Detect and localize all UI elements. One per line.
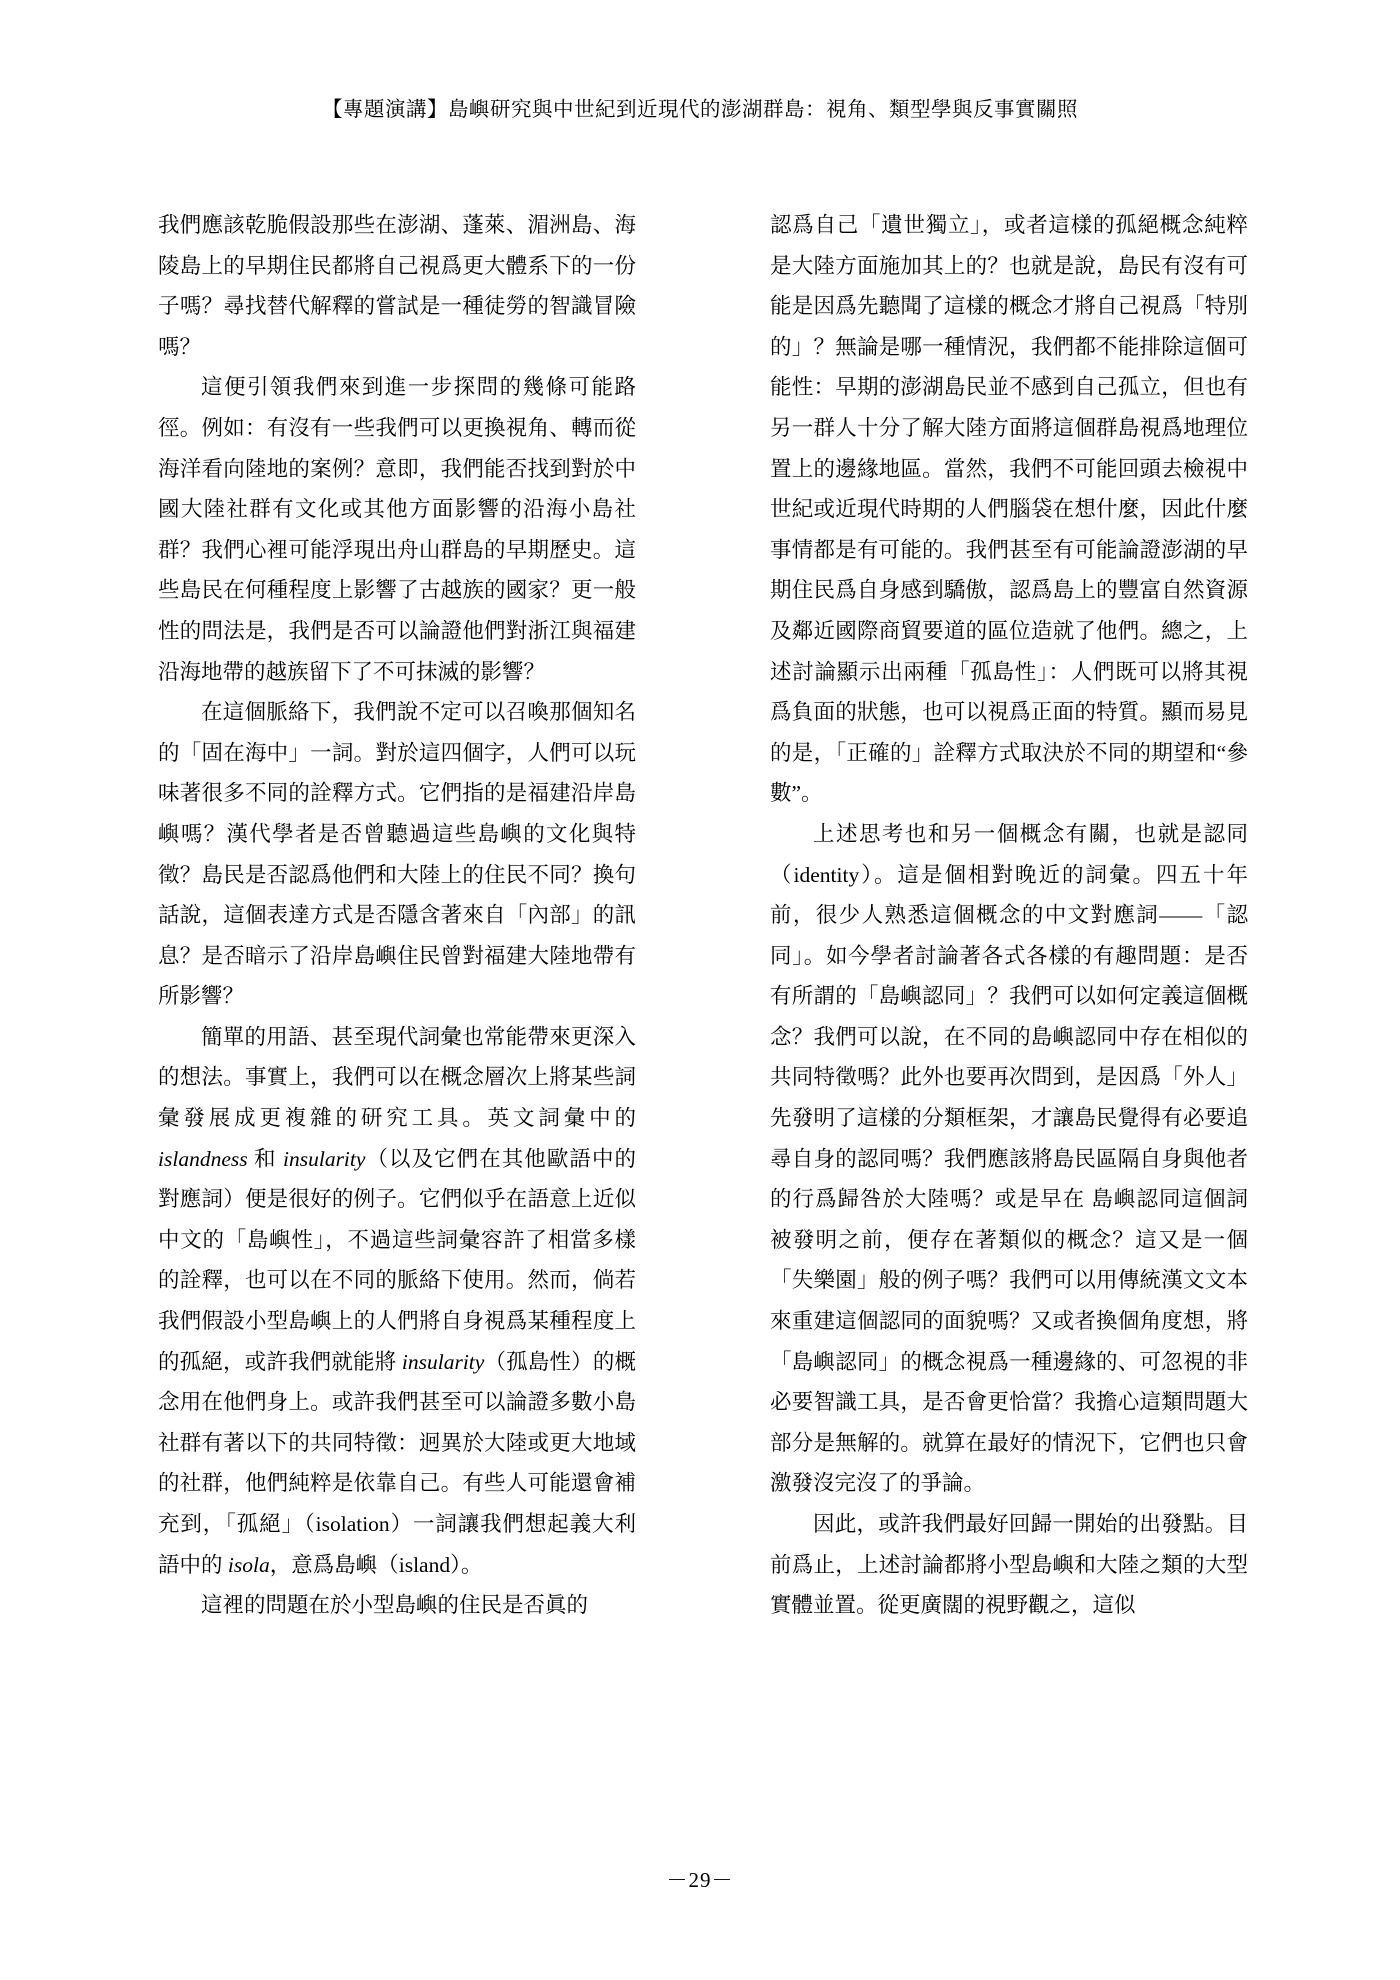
- body-columns: [158, 205, 1248, 1626]
- text-column-right: [770, 205, 1248, 1626]
- paragraph: 因此，或許我們最好回歸一開始的出發點。目前爲止，上述討論都將小型島嶼和大陸之類的大型實體並置。從更廣闊的視野觀之，這似: [770, 1512, 1248, 1618]
- paragraph: 這便引領我們來到進一步探問的幾條可能路徑。例如：有沒有一些我們可以更換視角、轉而從海洋看向陸地的案例？意即，我們能否找到對於中國大陸社群有文化或其他方面影響的沿海小島社群？我們心裡可能浮現出舟山群島的早期歷史。這些島民在何種程度上影響了古越族的國家？更一般性的問法是，我們是否可以論證他們對浙江與福建沿海地帶的越族留下了不可抹滅的影響？: [158, 375, 636, 684]
- paragraph: 這裡的問題在於小型島嶼的住民是否眞的: [201, 1593, 589, 1618]
- paragraph: 上述思考也和另一個概念有關，也就是認同（identity）。這是個相對晚近的詞彙。四五十年前，很少人熟悉這個概念的中文對應詞——「認同」。如今學者討論著各式各樣的有趣問題：是否有所謂的「島嶼認同」？我們可以如何定義這個概念？我們可以說，在不同的島嶼認同中存在相似的共同特徵嗎？此外也要再次問到，是因爲「外人」先發明了這樣的分類框架，才讓島民覺得有必要追尋自身的認同嗎？我們應該將島民區隔自身與他者的行爲歸咎於大陸嗎？或是早在 島嶼認同這個詞被發明之前，便存在著類似的概念？這又是一個「失樂園」般的例子嗎？我們可以用傳統漢文文本來重建這個認同的面貌嗎？又或者換個角度想，將「島嶼認同」的概念視爲一種邊緣的、可忽視的非必要智識工具，是否會更恰當？我擔心這類問題大部分是無解的。就算在最好的情況下，它們也只會激發沒完沒了的爭論。: [770, 821, 1248, 1496]
- latin-word: isolation: [315, 1512, 390, 1536]
- running-head: 【專題演講】島嶼研究與中世紀到近現代的澎湖群島：視角、類型學與反事實關照: [322, 99, 1078, 121]
- latin-term: insularity: [283, 1146, 366, 1171]
- latin-term: isola: [227, 1552, 270, 1577]
- latin-term: islandness: [158, 1146, 248, 1171]
- paragraph: 簡單的用語、甚至現代詞彙也常能帶來更深入的想法。事實上，我們可以在概念層次上將某些詞彙發展成更複雜的研究工具。英文詞彙中的 islandness 和 insularity（以及它們在其他歐語中的對應詞）便是很好的例子。它們似乎在語意上近似中文的「島嶼性」，不過這些詞彙容許了相當多樣的詮釋，也可以在不同的脈絡下使用。然而，倘若我們假設小型島嶼上的人們將自身視爲某種程度上的孤絕，或許我們就能將 insularity（孤島性）的概念用在他們身上。或許我們甚至可以論證多數小島社群有著以下的共同特徵：迥異於大陸或更大地域的社群，他們純粹是依靠自己。有些人可能還會補充到，「孤絕」（isolation）一詞讓我們想起義大利語中的 isola，意爲島嶼（island）。: [158, 1024, 636, 1577]
- latin-word: island: [398, 1552, 451, 1577]
- paragraph: 在這個脈絡下，我們說不定可以召喚那個知名的「固在海中」一詞。對於這四個字，人們可以玩味著很多不同的詮釋方式。它們指的是福建沿岸島嶼嗎？漢代學者是否曾聽過這些島嶼的文化與特徵？島民是否認爲他們和大陸上的住民不同？換句話說，這個表達方式是否隱含著來自「內部」的訊息？是否暗示了沿岸島嶼住民曾對福建大陸地帶有所影響？: [158, 700, 636, 1009]
- latin-term: insularity: [401, 1349, 485, 1374]
- paragraph: 我們應該乾脆假設那些在澎湖、蓬萊、湄洲島、海陵島上的早期住民都將自己視爲更大體系下的一份子嗎？尋找替代解釋的嘗試是一種徒勞的智識冒險嗎？: [158, 213, 636, 359]
- page-number: －29－: [666, 1868, 734, 1892]
- text-column-left: [158, 205, 636, 1626]
- paragraph: 認爲自己「遺世獨立」，或者這樣的孤絕概念純粹是大陸方面施加其上的？也就是說，島民有沒有可能是因爲先聽聞了這樣的概念才將自己視爲「特別的」？無論是哪一種情況，我們都不能排除這個可能性：早期的澎湖島民並不感到自己孤立，但也有另一群人十分了解大陸方面將這個群島視爲地理位置上的邊緣地區。當然，我們不可能回頭去檢視中世紀或近現代時期的人們腦袋在想什麼，因此什麼事情都是有可能的。我們甚至有可能論證澎湖的早期住民爲自身感到驕傲，認爲島上的豐富自然資源及鄰近國際商貿要道的區位造就了他們。總之，上述討論顯示出兩種「孤島性」：人們既可以將其視爲負面的狀態，也可以視爲正面的特質。顯而易見的是，「正確的」詮釋方式取決於不同的期望和“參數”。: [770, 213, 1248, 806]
- latin-word: identity: [793, 862, 860, 887]
